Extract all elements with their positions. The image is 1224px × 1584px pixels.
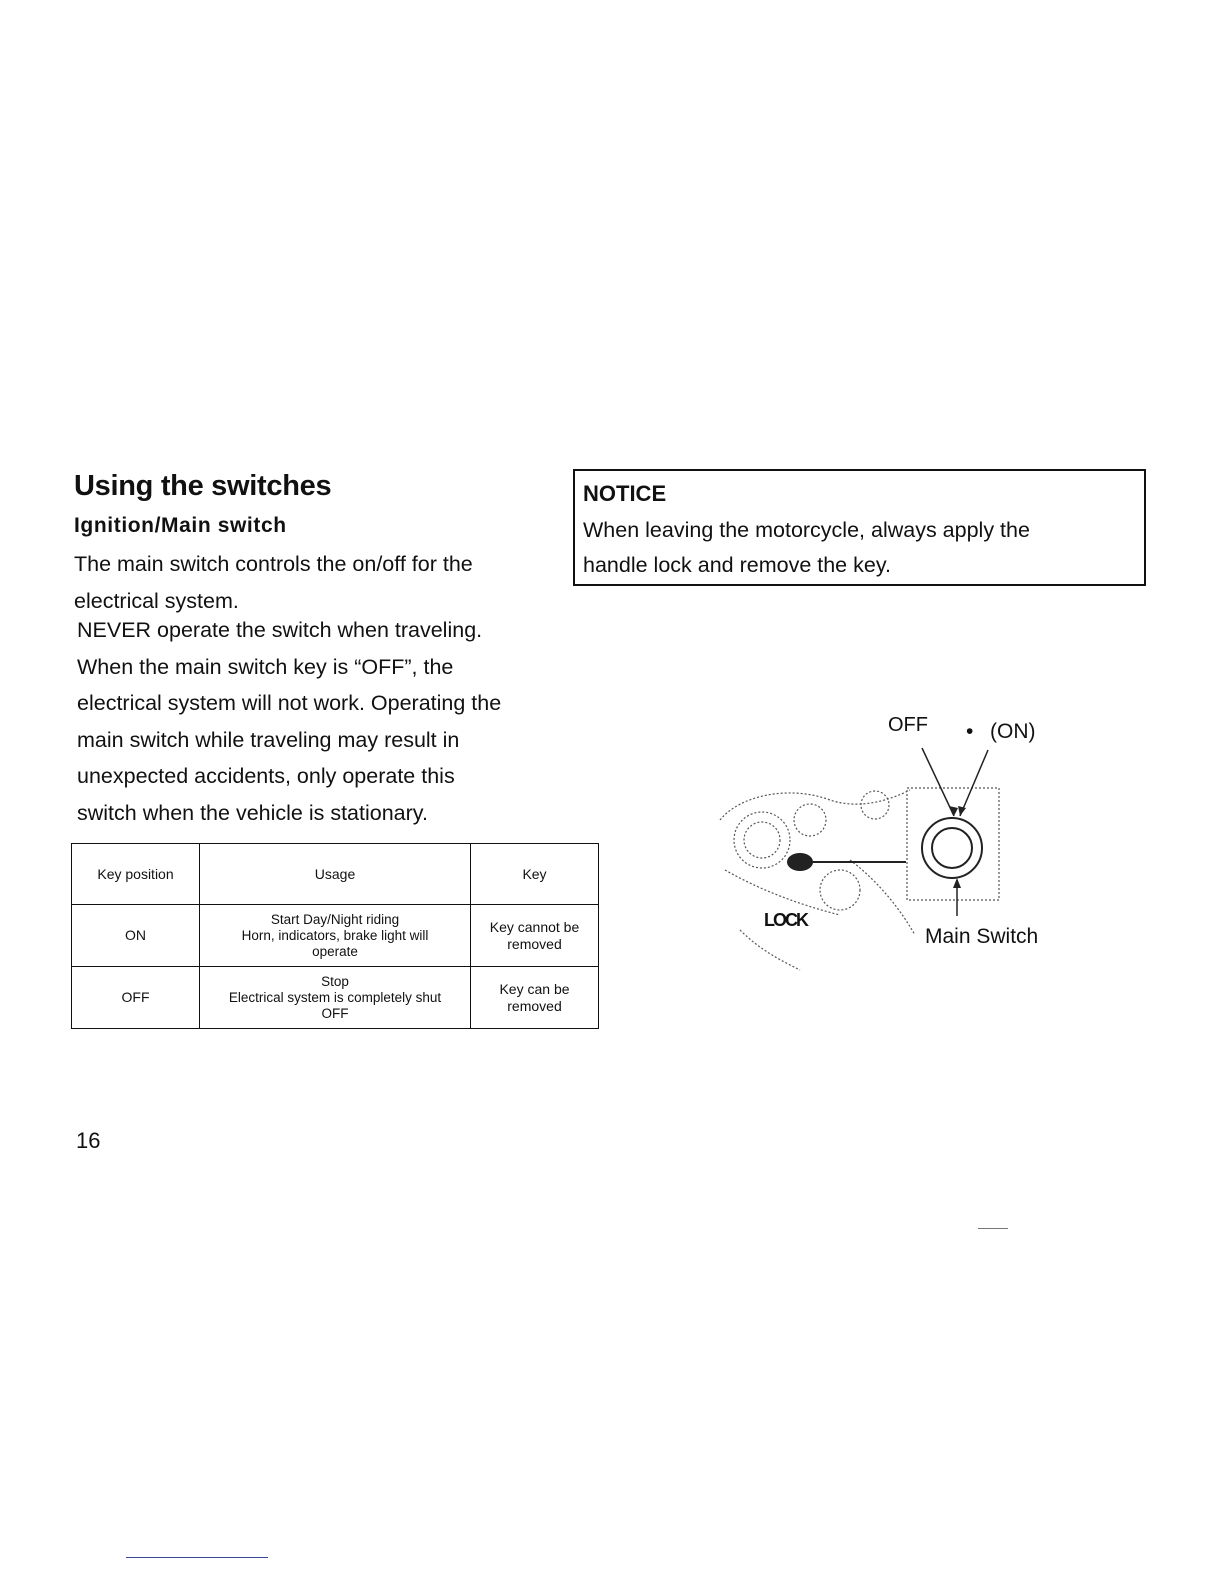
label-off: OFF	[888, 714, 928, 736]
header-usage: Usage	[200, 844, 471, 905]
usage-line: Horn, indicators, brake light will	[241, 927, 429, 943]
key-line: Key can be	[499, 980, 570, 997]
decorative-rule	[126, 1557, 268, 1558]
notice-line: When leaving the motorcycle, always apply the	[583, 518, 1030, 542]
usage-line: Electrical system is completely shut	[228, 989, 442, 1005]
main-switch-figure	[700, 700, 1100, 1000]
warning-line: NEVER operate the switch when traveling.	[77, 618, 483, 642]
usage-line: Start Day/Night riding	[270, 911, 400, 927]
cell-usage	[200, 967, 471, 1029]
intro-line: electrical system.	[74, 588, 239, 613]
handlebar-illustration	[700, 700, 1100, 1000]
notice-body	[583, 513, 1136, 583]
warning-line: switch when the vehicle is stationary.	[77, 800, 428, 825]
warning-paragraph	[77, 612, 577, 831]
cell-key	[471, 967, 599, 1029]
usage-line: Stop	[321, 973, 349, 989]
usage-line: OFF	[321, 1005, 349, 1021]
label-lock: LOCK	[764, 910, 807, 930]
header-key: Key	[471, 844, 599, 905]
cell-usage	[200, 905, 471, 967]
label-on: (ON)	[990, 720, 1036, 743]
cell-position: ON	[72, 905, 200, 967]
page-number: 16	[76, 1128, 101, 1153]
section-title: Using the switches	[74, 470, 332, 502]
warning-line: When the main switch key is “OFF”, the	[77, 654, 454, 679]
intro-line: The main switch controls the on/off for the	[74, 552, 473, 576]
key-position-table	[71, 843, 599, 1029]
cell-position: OFF	[72, 967, 200, 1029]
key-line: removed	[507, 935, 562, 952]
cell-key	[471, 905, 599, 967]
table-row	[72, 905, 599, 967]
intro-paragraph	[74, 546, 574, 619]
notice-line: handle lock and remove the key.	[583, 553, 891, 577]
warning-line: unexpected accidents, only operate this	[77, 764, 455, 788]
table-header-row	[72, 844, 599, 905]
warning-line: electrical system will not work. Operating the	[77, 691, 502, 715]
table-row	[72, 967, 599, 1029]
warning-line: main switch while traveling may result in	[77, 727, 460, 752]
key-line: removed	[507, 997, 562, 1014]
key-line: Key cannot be	[489, 918, 580, 935]
decorative-rule	[978, 1228, 1008, 1229]
header-key-position: Key position	[72, 844, 200, 905]
notice-box	[573, 469, 1146, 586]
section-subtitle: Ignition/Main switch	[74, 514, 287, 537]
label-main-switch: Main Switch	[925, 925, 1039, 948]
label-on-dot: •	[966, 720, 974, 743]
notice-heading: NOTICE	[583, 481, 667, 506]
usage-line: operate	[312, 943, 358, 959]
